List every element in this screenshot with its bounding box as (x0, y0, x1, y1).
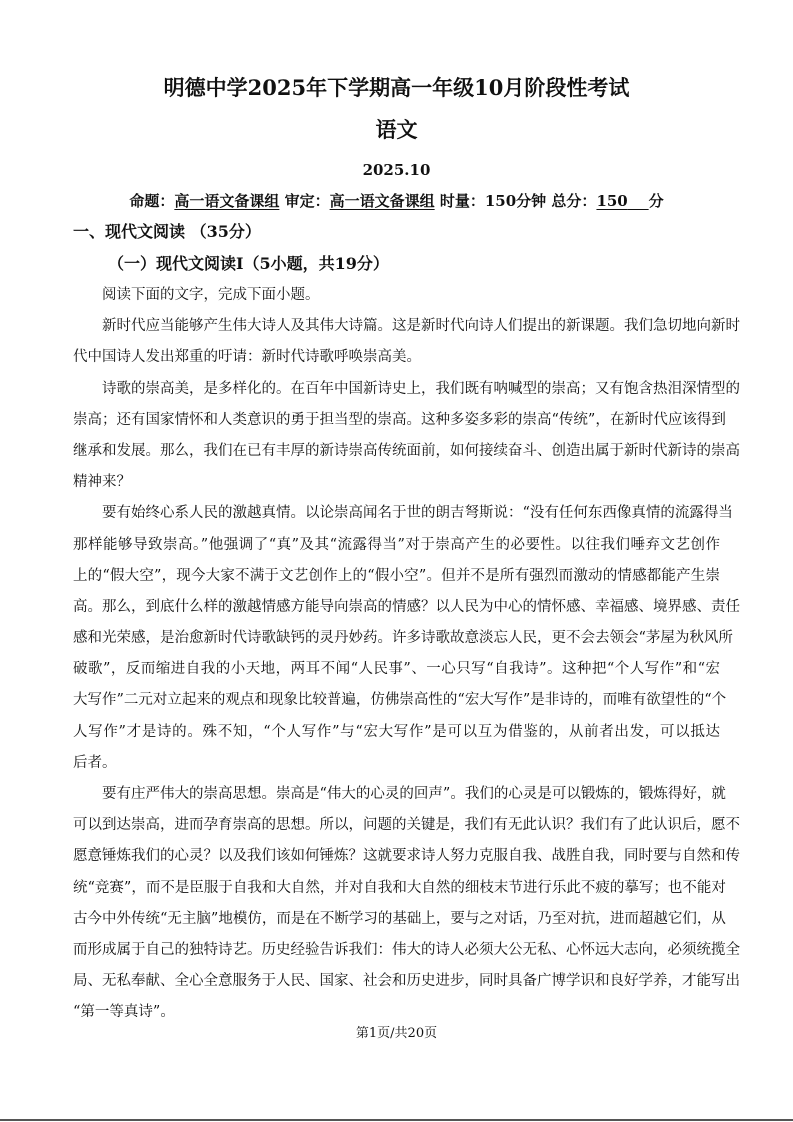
text-line: 崇高；还有国家情怀和人类意识的勇于担当型的崇高。这种多姿多彩的崇高“传统”，在新时代应该得到 (73, 411, 726, 428)
text-line: 要有始终心系人民的激越真情。以论崇高闻名于世的朗吉弩斯说：“没有任何东西像真情的流露得当 (102, 505, 733, 522)
duration: 时量：150分钟 (439, 192, 547, 210)
text-line: 后者。 (73, 754, 117, 771)
text-line: 高。那么，到底什么样的激越情感方能导向崇高的情感？以人民为中心的情怀感、幸福感、境界感、责任 (73, 598, 740, 615)
subject-title: 语文 (375, 117, 418, 142)
text-line: 愿意锤炼我们的心灵？以及我们该如何锤炼？这就要求诗人努力克服自我、战胜自我，同时要与自然和传 (73, 848, 740, 865)
text-line: 继承和发展。那么，我们在已有丰厚的新诗崇高传统面前，如何接续奋斗、创造出属于新时代新诗的崇高 (73, 442, 740, 459)
paragraph (73, 374, 740, 499)
text-line: 局、无私奉献、全心全意服务于人民、国家、社会和历史进步，同时具备广博学识和良好学养，才能写出 (73, 973, 740, 990)
text-line: “第一等真诗”。 (73, 1004, 175, 1021)
reviewer: 高一语文备课组 (329, 192, 435, 210)
text-line: 要有庄严伟大的崇高思想。崇高是“伟大的心灵的回声”。我们的心灵是可以锻炼的，锻炼得好，就 (102, 786, 726, 802)
paragraph (73, 280, 720, 311)
subsection-heading: （一）现代文阅读Ⅰ（5小题，共19分） (108, 254, 389, 273)
text-line: 可以到达崇高，进而孕育崇高的思想。所以，问题的关键是，我们有无此认识？我们有了此认识后，愿不 (73, 817, 740, 834)
text-line: 大写作”二元对立起来的观点和现象比较普遍，仿佛崇高性的“宏大写作”是非诗的，而唯有欲望性的“个 (73, 692, 727, 709)
author: 高一语文备课组 (174, 192, 280, 210)
reviewer-label: 审定： (284, 192, 330, 210)
text-line: 人写作”才是诗的。殊不知，“个人写作”与“宏大写作”是可以互为借鉴的，从前者出发，可以抵达 (73, 723, 720, 740)
section-heading: 一、现代文阅读 （35分） (73, 222, 261, 241)
paragraph (73, 498, 740, 779)
exam-date: 2025.10 (362, 161, 431, 179)
text-line: 而形成属于自己的独特诗艺。历史经验告诉我们：伟大的诗人必须大公无私、心怀远大志向，必须统揽全 (73, 941, 740, 958)
exam-meta (0, 189, 793, 213)
total-unit: 分 (648, 192, 664, 210)
text-line: 新时代应当能够产生伟大诗人及其伟大诗篇。这是新时代向诗人们提出的新课题。我们急切地向新时 (102, 318, 740, 335)
text-line: 统“竞赛”，而不是臣服于自我和大自然，并对自我和大自然的细枝末节进行乐此不疲的摹写；也不能对 (73, 879, 726, 896)
text-line: 那样能够导致崇高。”他强调了“真”及其“流露得当”对于崇高产生的必要性。以往我们唾弃文艺创作 (73, 536, 720, 553)
text-line: 感和光荣感，是治愈新时代诗歌缺钙的灵丹妙药。许多诗歌故意淡忘人民，更不会去领会“茅屋为秋风所 (73, 630, 733, 647)
text-line: 古今中外传统“无主脑”地模仿，而是在不断学习的基础上，要与之对话，乃至对抗，进而超越它们，从 (73, 910, 726, 927)
text-line: 阅读下面的文字，完成下面小题。 (102, 287, 320, 303)
paragraph (73, 779, 740, 1029)
text-line: 诗歌的崇高美，是多样化的。在百年中国新诗史上，我们既有呐喊型的崇高；又有饱含热泪深情型的 (102, 380, 740, 397)
exam-title: 明德中学2025年下学期高一年级10月阶段性考试 (163, 75, 630, 100)
text-line: 精神来？ (73, 474, 131, 491)
text-line: 代中国诗人发出郑重的吁请：新时代诗歌呼唤崇高美。 (73, 349, 421, 366)
page-number: 第1页/共20页 (355, 1026, 438, 1041)
text-line: 上的“假大空”，现今大家不满于文艺创作上的“假小空”。但并不是所有强烈而激动的情感都能产生崇 (73, 567, 720, 584)
page-bottom-rule (0, 1119, 793, 1121)
total-label: 总分： (551, 192, 597, 210)
reading-passage (73, 280, 740, 1029)
author-label: 命题： (129, 192, 175, 210)
text-line: 破歌”，反而缩进自我的小天地，两耳不闻“人民事”、一心只写“自我诗”。这种把“个人写作”和“宏 (73, 661, 720, 678)
paragraph (73, 311, 740, 373)
total-score (596, 192, 648, 210)
total-value: 150 (596, 192, 628, 210)
